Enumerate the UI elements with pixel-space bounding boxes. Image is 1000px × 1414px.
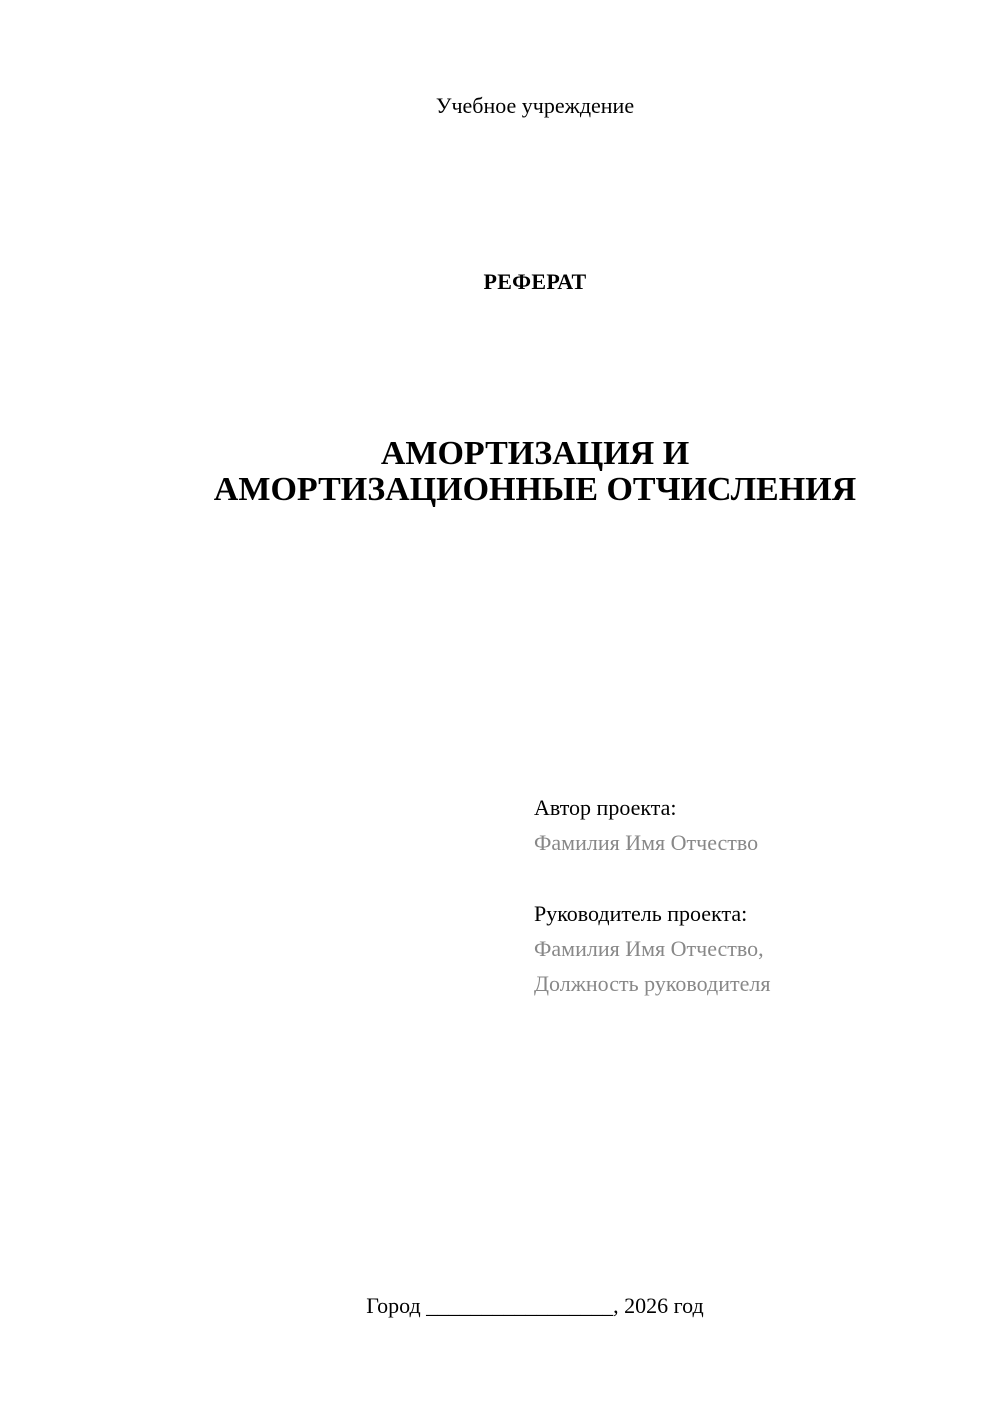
project-info-block <box>534 790 974 1001</box>
supervisor-name: Фамилия Имя Отчество, <box>534 936 764 961</box>
document-type: РЕФЕРАТ <box>483 269 587 294</box>
document-title <box>0 436 1000 508</box>
supervisor-position: Должность руководителя <box>534 971 771 996</box>
info-spacer <box>534 860 974 896</box>
document-title-line-1: АМОРТИЗАЦИЯ И <box>380 435 690 472</box>
document-title-line-2: АМОРТИЗАЦИОННЫЕ ОТЧИСЛЕНИЯ <box>213 471 857 508</box>
author-name: Фамилия Имя Отчество <box>534 830 759 855</box>
city-year-line: Город _________________, 2026 год <box>366 1293 704 1318</box>
author-label: Автор проекта: <box>534 795 677 820</box>
institution-name: Учебное учреждение <box>435 93 635 118</box>
supervisor-label: Руководитель проекта: <box>534 901 748 926</box>
